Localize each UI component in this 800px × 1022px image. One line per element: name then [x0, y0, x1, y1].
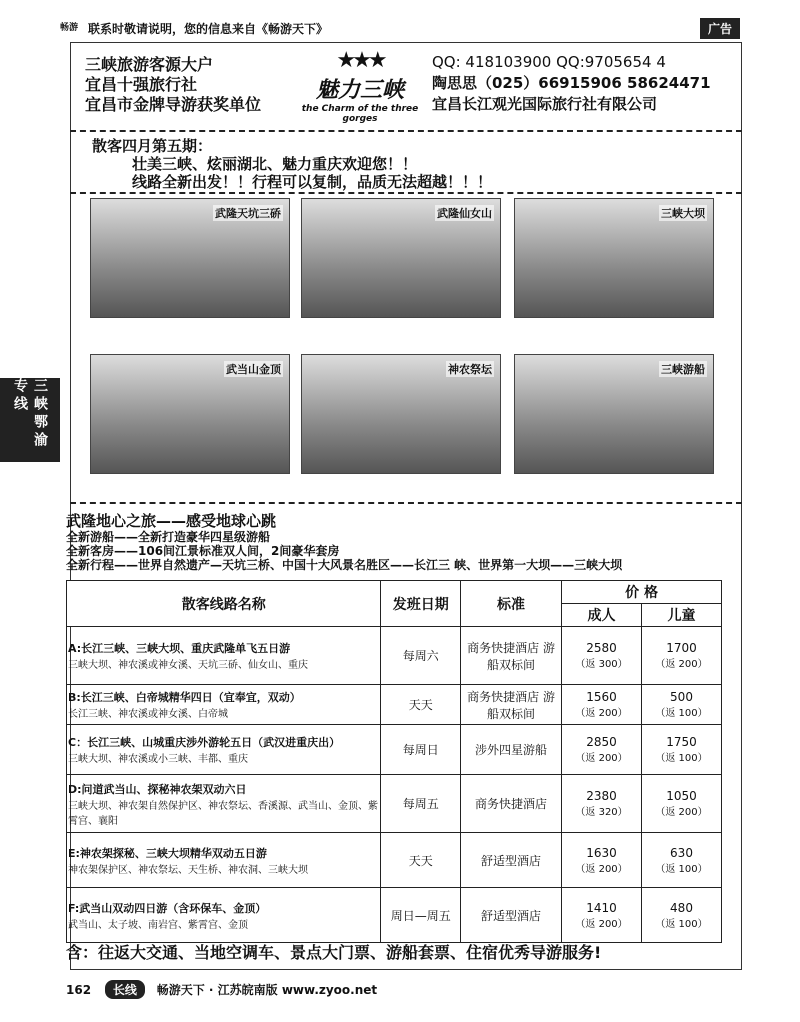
header-route: 散客线路名称 [67, 581, 381, 627]
route-name: B:长江三峡、白帝城精华四日（宜奉宜，双动） [68, 691, 301, 704]
photo-caption: 神农祭坛 [448, 363, 492, 376]
adult-price: 1560 [586, 690, 617, 704]
adult-rebate: （返 200） [575, 708, 628, 719]
table-row [67, 833, 722, 888]
page-footer [66, 980, 377, 999]
photo-xiannvshan [301, 198, 501, 318]
top-bar [60, 18, 740, 40]
adult-price-cell [562, 888, 642, 943]
adult-price-cell [562, 775, 642, 833]
company-name: 宜昌长江观光国际旅行社有限公司 [432, 95, 658, 113]
intro-line: 线路全新出发！！行程可以复制，品质无法超越！！！ [132, 173, 493, 191]
header-standard: 标准 [461, 581, 562, 627]
route-standard: 商务快捷酒店 [461, 775, 562, 833]
route-table [66, 580, 722, 943]
route-spots: 武当山、太子坡、南岩宫、紫霄宫、金顶 [68, 919, 248, 931]
route-spots: 长江三峡、神农溪或神女溪、白帝城 [68, 709, 228, 720]
adult-rebate: （返 320） [575, 807, 628, 818]
route-standard: 商务快捷酒店 游船双标间 [461, 627, 562, 685]
header-left-line: 宜昌市金牌导游获奖单位 [85, 95, 262, 114]
route-name: E:神农架探秘、三峡大坝精华双动五日游 [68, 846, 267, 860]
divider [70, 130, 742, 132]
header-right [432, 52, 711, 115]
route-standard: 舒适型酒店 [461, 888, 562, 943]
route-cell [67, 888, 381, 943]
route-standard: 舒适型酒店 [461, 833, 562, 888]
includes-note: 含：往返大交通、当地空调车、景点大门票、游船套票、住宿优秀导游服务! [66, 943, 602, 962]
tour-feature: 全新行程——世界自然遗产—天坑三桥、中国十大风景名胜区——长江三 峡、世界第一大坝——三峡大坝 [66, 558, 623, 572]
adult-rebate: （返 300） [575, 659, 628, 670]
table-row [67, 685, 722, 725]
header-left-line: 三峡旅游客源大户 [85, 55, 214, 74]
photo-caption: 三峡大坝 [661, 207, 705, 220]
child-price: 480 [670, 900, 693, 915]
route-cell [67, 627, 381, 685]
child-price: 1750 [666, 735, 697, 749]
child-rebate: （返 200） [655, 807, 708, 818]
magazine-logo: 畅游 [60, 23, 79, 33]
tour-title: 武隆地心之旅——感受地球心跳 [66, 512, 277, 530]
contact-notice: 联系时敬请说明，您的信息来自《畅游天下》 [88, 22, 329, 36]
intro-line: 壮美三峡、炫丽湖北、魅力重庆欢迎您！！ [132, 155, 418, 173]
child-rebate: （返 100） [655, 863, 708, 875]
adult-rebate: （返 200） [575, 753, 628, 764]
tour-feature: 全新游船——全新打造豪华四星级游船 [66, 530, 271, 544]
logo-chinese: 魅力三峡 [315, 78, 404, 103]
adult-rebate: （返 200） [575, 863, 628, 875]
route-cell [67, 685, 381, 725]
route-name: D:问道武当山、探秘神农架双动六日 [68, 782, 247, 796]
header-left [85, 55, 261, 115]
section-tag: 长线 [105, 980, 145, 999]
adult-rebate: （返 200） [575, 918, 628, 930]
ad-label: 广告 [700, 18, 740, 39]
route-name: F:武当山双动四日游（含环保车、金顶） [68, 901, 267, 915]
route-name: C：长江三峡、山城重庆涉外游轮五日（武汉进重庆出） [68, 736, 341, 749]
table-row [67, 775, 722, 833]
adult-price-cell [562, 725, 642, 775]
route-date: 天天 [381, 685, 461, 725]
route-spots: 神农架保护区、神农祭坛、天生桥、神农洞、三峡大坝 [68, 864, 308, 876]
photo-caption: 武隆天坑三硚 [215, 207, 281, 220]
route-cell [67, 775, 381, 833]
header-date: 发班日期 [381, 581, 461, 627]
child-price-cell [642, 627, 722, 685]
route-spots: 三峡大坝、神农溪或小三峡、丰都、重庆 [68, 754, 248, 765]
photo-jinding [90, 354, 290, 474]
adult-price: 2380 [586, 789, 617, 803]
adult-price: 2580 [586, 641, 617, 655]
table-row [67, 888, 722, 943]
child-rebate: （返 100） [655, 753, 708, 764]
table-row [67, 725, 722, 775]
page-number: 162 [66, 983, 92, 997]
header-left-line: 宜昌十强旅行社 [85, 75, 198, 94]
logo-english: the Charm of the three gorges [301, 104, 419, 124]
photo-shennong [301, 354, 501, 474]
route-date: 天天 [381, 833, 461, 888]
child-rebate: （返 100） [655, 708, 708, 719]
route-date: 每周日 [381, 725, 461, 775]
photo-dam [514, 198, 714, 318]
photo-caption: 武隆仙女山 [437, 207, 492, 220]
site-credit: 畅游天下 · 江苏皖南版 www.zyoo.net [156, 983, 378, 997]
adult-price: 1410 [586, 900, 617, 915]
table-row [67, 627, 722, 685]
route-standard: 涉外四星游船 [461, 725, 562, 775]
adult-price-cell [562, 685, 642, 725]
header-adult: 成人 [562, 604, 642, 627]
intro-line: 散客四月第五期： [92, 137, 213, 155]
route-standard: 商务快捷酒店 游船双标间 [461, 685, 562, 725]
child-price: 500 [670, 690, 693, 704]
child-price: 1050 [666, 789, 697, 803]
route-name: A:长江三峡、三峡大坝、重庆武隆单飞五日游 [68, 642, 291, 655]
child-price-cell [642, 775, 722, 833]
charm-logo [295, 48, 425, 138]
child-price-cell [642, 888, 722, 943]
side-section-tab: 三峡鄂渝专线 [0, 378, 60, 462]
photo-caption: 武当山金顶 [226, 363, 281, 376]
divider [70, 502, 742, 504]
photo-tiankeng [90, 198, 290, 318]
adult-price: 1630 [586, 845, 617, 860]
divider [70, 192, 742, 194]
adult-price-cell [562, 627, 642, 685]
qq-numbers: QQ: 418103900 QQ:9705654 4 [432, 53, 666, 71]
child-rebate: （返 100） [655, 918, 708, 930]
adult-price: 2850 [586, 735, 617, 749]
route-date: 每周五 [381, 775, 461, 833]
route-spots: 三峡大坝、神农架自然保护区、神农祭坛、香溪源、武当山、金顶、紫霄宫、襄阳 [68, 800, 378, 827]
child-price-cell [642, 685, 722, 725]
route-cell [67, 833, 381, 888]
header-child: 儿童 [642, 604, 722, 627]
route-date: 每周六 [381, 627, 461, 685]
child-price: 630 [670, 845, 693, 860]
tour-features [66, 530, 622, 572]
photo-cruise [514, 354, 714, 474]
header-price: 价 格 [562, 581, 722, 604]
stars-icon: ★★★ [336, 48, 384, 73]
tour-feature: 全新客房——106间江景标准双人间，2间豪华套房 [66, 544, 340, 558]
route-date: 周日—周五 [381, 888, 461, 943]
contact-phone: 陶思思（025）66915906 58624471 [432, 74, 711, 92]
child-price: 1700 [666, 641, 697, 655]
route-spots: 三峡大坝、神农溪或神女溪、天坑三硚、仙女山、重庆 [68, 660, 308, 671]
photo-caption: 三峡游船 [661, 363, 705, 376]
child-price-cell [642, 725, 722, 775]
child-rebate: （返 200） [655, 659, 708, 670]
intro-block [92, 137, 492, 191]
adult-price-cell [562, 833, 642, 888]
route-cell [67, 725, 381, 775]
child-price-cell [642, 833, 722, 888]
